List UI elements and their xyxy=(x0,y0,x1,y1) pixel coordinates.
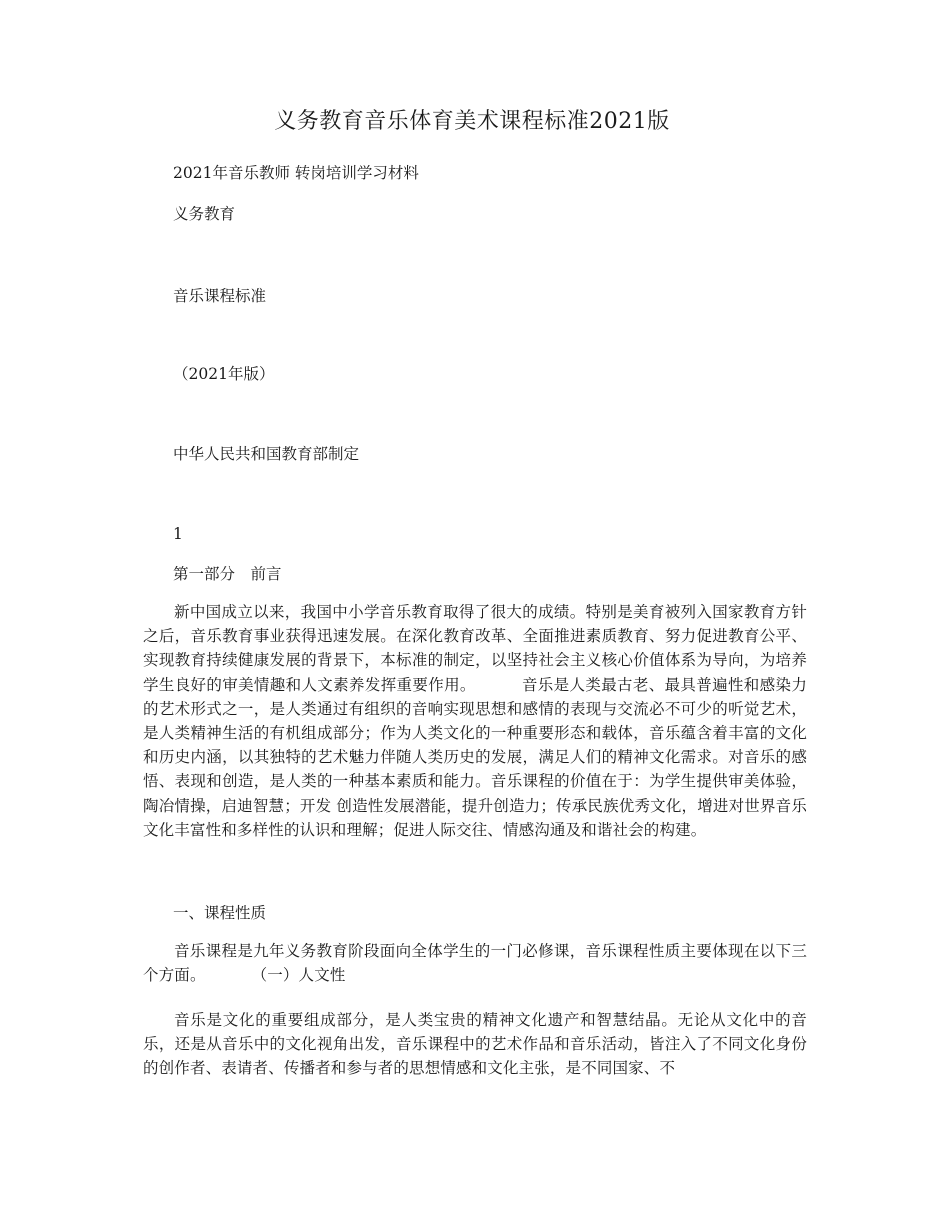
preface-paragraph-part2: 音乐是人类最古老、最具普遍性和感染力的艺术形式之一，是人类通过有组织的音响实现思想和感情的表现与交流必不可少的听觉艺术，是人类精神生活的有机组成部分；作为人类文化的一种重要形态和载体，音乐蕴含着丰富的文化和历史内涵，以其独特的艺术魅力伴随人类历史的发展，满足人们的精神文化需求。对音乐的感悟、表现和创造，是人类的一种基本素质和能力。音乐课程的价值在于：为学生提供审美体验，陶冶情操，启迪智慧；开发 创造性发展潜能，提升创造力；传承民族优秀文化，增进对世界音乐文化丰富性和多样性的认识和理解；促进人际交往、情感沟通及和谐社会的构建。 xyxy=(143,675,807,839)
issuer-line: 中华人民共和国教育部制定 xyxy=(173,445,360,463)
document-title-text: 义务教育音乐体育美术课程标准2021版 xyxy=(274,109,670,134)
preface-paragraph xyxy=(143,600,807,842)
part-heading-preface: 第一部分 前言 xyxy=(173,565,282,583)
preface-paragraph-part1: 新中国成立以来，我国中小学音乐教育取得了很大的成绩。特别是美育被列入国家教育方针之后，音乐教育事业获得迅速发展。在深化教育改革、全面推进素质教育、努力促进教育公平、实现教育持续健康发展的背景下，本标准的制定，以坚持社会主义核心价值体系为导向，为培养学生良好的审美情趣和人文素养发挥重要作用。 xyxy=(143,603,807,694)
section-heading-course-nature: 一、课程性质 xyxy=(173,904,267,922)
subheading-humanity: （一）人文性 xyxy=(251,966,346,985)
edition-line: （2021年版） xyxy=(173,365,275,383)
subtitle-line: 2021年音乐教师 转岗培训学习材料 xyxy=(173,164,419,182)
heading-line-compulsory-education: 义务教育 xyxy=(173,205,236,223)
humanity-paragraph: 音乐是文化的重要组成部分，是人类宝贵的精神文化遗产和智慧结晶。无论从文化中的音乐，还是从音乐中的文化视角出发，音乐课程中的艺术作品和音乐活动，皆注入了不同文化身份的创作者、表请者、传播者和参与者的思想情感和文化主张，是不同国家、不 xyxy=(143,1011,807,1078)
heading-line-music-standard: 音乐课程标准 xyxy=(173,287,267,305)
document-title xyxy=(0,106,950,146)
course-nature-paragraph xyxy=(143,939,807,987)
course-nature-paragraph-part1: 音乐课程是九年义务教育阶段面向全体学生的一门必修课，音乐课程性质主要体现在以下三个方面。 xyxy=(143,942,807,985)
page-number-line: 1 xyxy=(173,525,183,543)
